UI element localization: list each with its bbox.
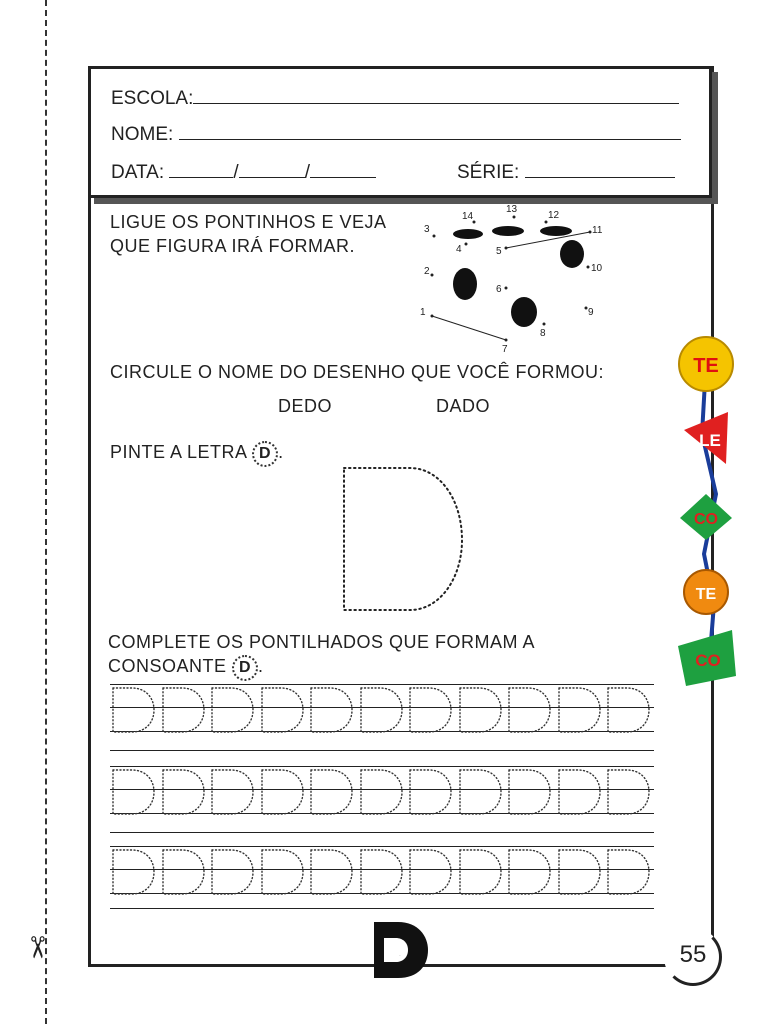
period: .	[258, 656, 264, 676]
date-label: DATA:	[111, 162, 165, 183]
school-row	[111, 85, 679, 110]
dot-label: 6	[496, 284, 502, 295]
dot-label: 14	[462, 211, 474, 222]
badge-label: LE	[699, 431, 721, 450]
trace-letter-d[interactable]	[308, 769, 354, 815]
tracing-row[interactable]	[110, 846, 654, 914]
footer-letter: D	[399, 956, 401, 957]
trace-letter-d[interactable]	[110, 687, 156, 733]
trace-letter-d[interactable]	[160, 849, 206, 895]
page-number: 55	[664, 928, 722, 986]
dot-label: 1	[420, 307, 426, 318]
badge-co-diamond	[680, 494, 732, 540]
option-dedo[interactable]: DEDO	[278, 396, 333, 416]
trace-letter-d[interactable]	[556, 769, 602, 815]
trace-letter-d[interactable]	[506, 769, 552, 815]
grade-row	[457, 159, 675, 184]
trace-letter-d[interactable]	[407, 769, 453, 815]
badge-label: CO	[694, 511, 718, 528]
die-pip	[540, 226, 572, 236]
date-month-field[interactable]	[239, 159, 305, 178]
guide-line	[110, 750, 654, 751]
complete-dotted-instruction	[108, 630, 535, 681]
dot-label: 2	[424, 266, 430, 277]
die-pip	[492, 226, 524, 236]
grade-field[interactable]	[525, 159, 675, 178]
badge-label: TE	[695, 586, 717, 603]
trace-letter-d[interactable]	[308, 687, 354, 733]
scissors-icon: ✂	[20, 934, 54, 961]
guide-line	[110, 846, 654, 847]
circle-name-instruction: CIRCULE O NOME DO DESENHO QUE VOCÊ FORMOU:	[110, 362, 605, 382]
trace-letter-d[interactable]	[209, 687, 255, 733]
date-year-field[interactable]	[310, 159, 376, 178]
trace-letter-d[interactable]	[259, 769, 305, 815]
trace-letters	[110, 849, 651, 895]
cut-line	[45, 0, 47, 1024]
period: .	[278, 442, 284, 462]
trace-letter-d[interactable]	[358, 687, 404, 733]
connect-dots-instruction: LIGUE OS PONTINHOS E VEJA QUE FIGURA IRÁ FORMAR.	[110, 212, 386, 256]
trace-letter-d[interactable]	[308, 849, 354, 895]
name-row	[111, 121, 681, 146]
die-pip	[560, 240, 584, 268]
trace-letter-d[interactable]	[407, 849, 453, 895]
letter-d-badge: D	[232, 655, 258, 681]
date-row	[111, 159, 376, 184]
letter-d-badge: D	[252, 441, 278, 467]
trace-letter-d[interactable]	[407, 687, 453, 733]
option-dado[interactable]: DADO	[436, 396, 491, 416]
paint-letter-text: PINTE A LETRA	[110, 442, 247, 462]
trace-letters	[110, 769, 651, 815]
trace-letter-d[interactable]	[358, 849, 404, 895]
badge-label: TE	[693, 355, 719, 377]
instruction-line-2	[108, 654, 535, 681]
guide-line	[110, 832, 654, 833]
name-field[interactable]	[179, 121, 681, 140]
die-pip	[453, 229, 483, 239]
big-dotted-letter-d[interactable]	[340, 466, 464, 612]
badge-label: CO	[695, 651, 721, 670]
trace-letter-d[interactable]	[209, 849, 255, 895]
guide-line	[110, 908, 654, 909]
guide-line	[110, 766, 654, 767]
dot-label: 10	[591, 263, 603, 274]
trace-letter-d[interactable]	[457, 687, 503, 733]
dot-label: 3	[424, 224, 430, 235]
side-badges	[676, 334, 736, 704]
dot-label: 4	[456, 244, 462, 255]
dot-label: 9	[588, 307, 594, 318]
trace-letter-d[interactable]	[110, 849, 156, 895]
badge-te-ball	[679, 337, 733, 391]
date-separator: /	[233, 162, 239, 183]
trace-letter-d[interactable]	[506, 687, 552, 733]
trace-letter-d[interactable]	[209, 769, 255, 815]
dot-to-dot-figure[interactable]	[410, 200, 620, 356]
trace-letter-d[interactable]	[605, 769, 651, 815]
school-label: ESCOLA:	[111, 88, 194, 109]
trace-letter-d[interactable]	[556, 687, 602, 733]
dot-label: 12	[548, 210, 560, 221]
die-pip	[453, 268, 477, 300]
trace-letter-d[interactable]	[457, 769, 503, 815]
guide-line	[110, 684, 654, 685]
trace-letter-d[interactable]	[160, 687, 206, 733]
badge-te-ball	[684, 570, 728, 614]
trace-letter-d[interactable]	[358, 769, 404, 815]
trace-letter-d[interactable]	[259, 687, 305, 733]
trace-letter-d[interactable]	[259, 849, 305, 895]
date-separator: /	[304, 162, 310, 183]
school-field[interactable]	[193, 85, 679, 104]
trace-letter-d[interactable]	[605, 687, 651, 733]
trace-letter-d[interactable]	[506, 849, 552, 895]
dot-label: 13	[506, 204, 518, 215]
grade-label: SÉRIE:	[457, 162, 520, 183]
dot-label: 7	[502, 344, 508, 355]
trace-letter-d[interactable]	[110, 769, 156, 815]
instruction-line-2-text: CONSOANTE	[108, 656, 227, 676]
date-day-field[interactable]	[169, 159, 233, 178]
paint-letter-instruction	[110, 440, 284, 467]
instruction-line-1: COMPLETE OS PONTILHADOS QUE FORMAM A	[108, 632, 536, 652]
trace-letters	[110, 687, 651, 733]
dot-label: 11	[592, 225, 603, 236]
trace-letter-d[interactable]	[457, 849, 503, 895]
tracing-row[interactable]	[110, 766, 654, 834]
dot-label: 5	[496, 246, 502, 257]
die-pip	[511, 297, 537, 327]
trace-letter-d[interactable]	[605, 849, 651, 895]
trace-letter-d[interactable]	[160, 769, 206, 815]
dot-label: 8	[540, 328, 546, 339]
tracing-row[interactable]	[110, 684, 654, 752]
trace-letter-d[interactable]	[556, 849, 602, 895]
badge-co-flag	[678, 630, 736, 686]
header-box	[88, 66, 712, 198]
name-label: NOME:	[111, 124, 174, 145]
connect-line	[432, 316, 506, 340]
footer-letter-d	[370, 920, 430, 980]
